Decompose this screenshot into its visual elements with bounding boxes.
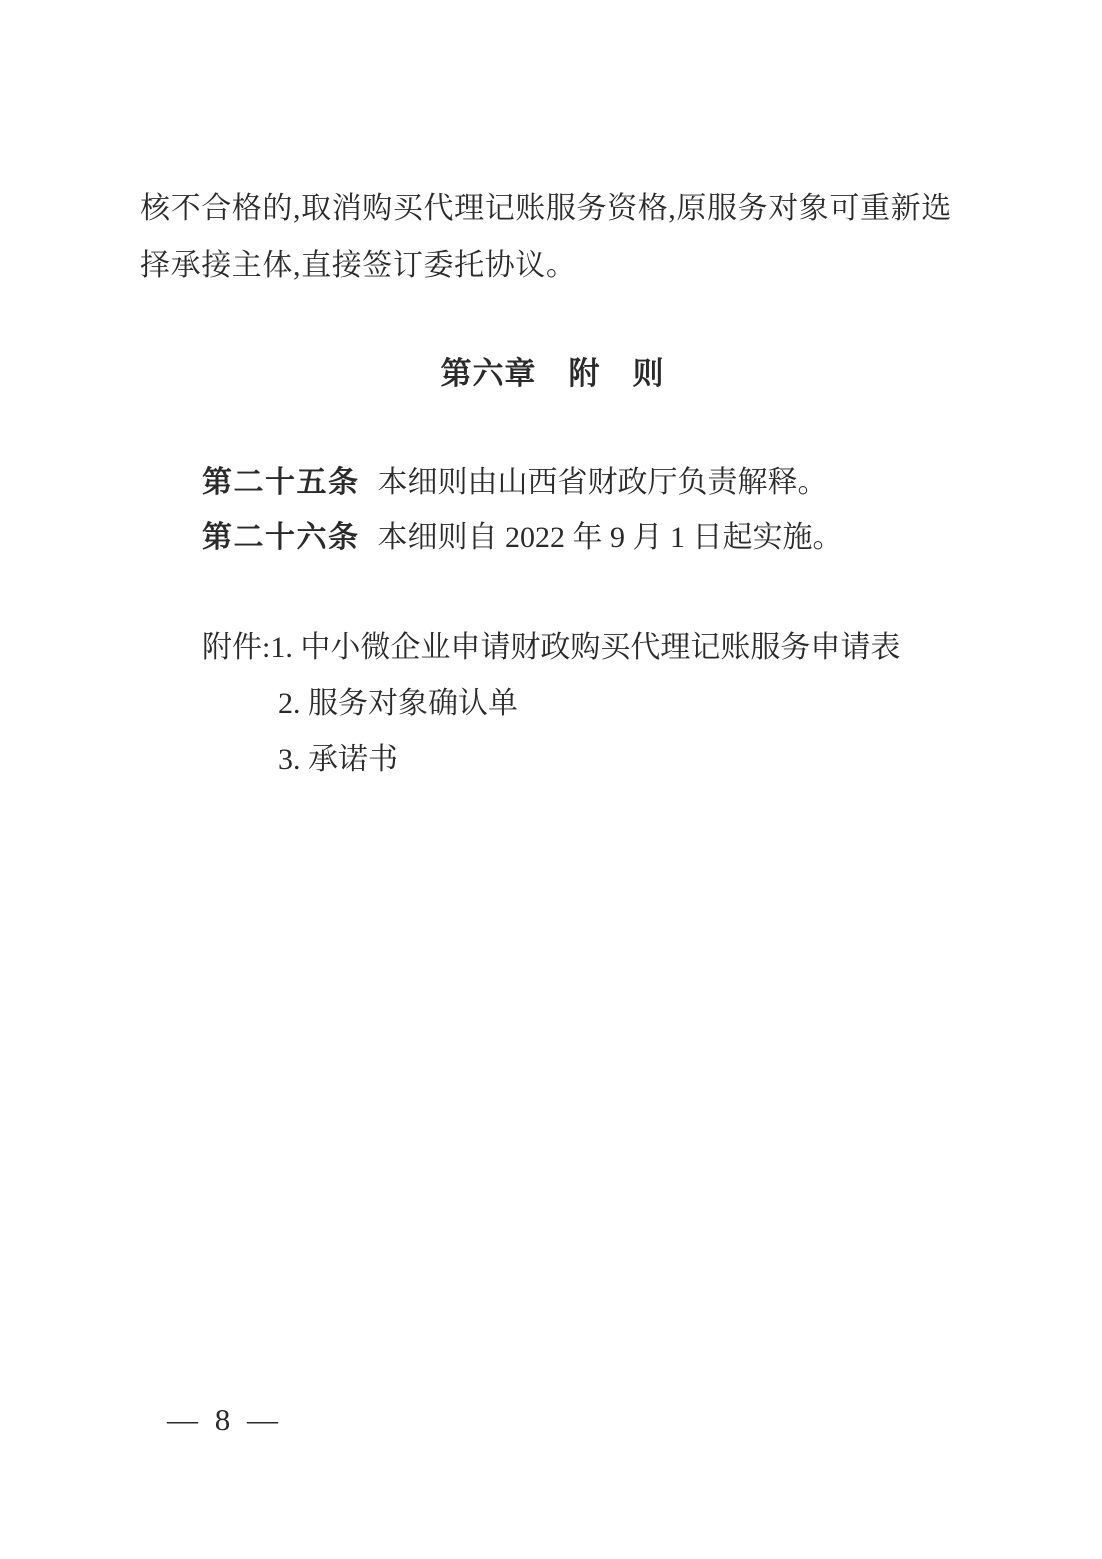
attachment-line-1 [202, 620, 1022, 676]
articles-section [140, 455, 1040, 565]
attachments-section [202, 620, 1022, 788]
article-25-text: 本细则由山西省财政厅负责解释。 [377, 466, 828, 499]
article-25-label: 第二十五条 [202, 466, 360, 499]
article-26 [140, 510, 1040, 565]
chapter-heading: 第六章 附 则 [440, 356, 665, 391]
attachments-prefix: 附件: [202, 631, 271, 664]
body-paragraph [140, 180, 980, 294]
body-paragraph-line-1: 核不合格的,取消购买代理记账服务资格,原服务对象可重新选 [140, 192, 952, 225]
page-number: — 8 — [167, 1402, 280, 1437]
attachment-item-2: 2. 服务对象确认单 [278, 687, 518, 720]
article-25 [140, 455, 1040, 510]
article-26-label: 第二十六条 [202, 521, 360, 554]
attachment-item-1: 1. 中小微企业申请财政购买代理记账服务申请表 [270, 631, 901, 664]
body-paragraph-line-2: 择承接主体,直接签订委托协议。 [140, 249, 577, 282]
attachment-item-3: 3. 承诺书 [278, 743, 398, 776]
article-26-text: 本细则自 2022 年 9 月 1 日起实施。 [377, 521, 843, 554]
